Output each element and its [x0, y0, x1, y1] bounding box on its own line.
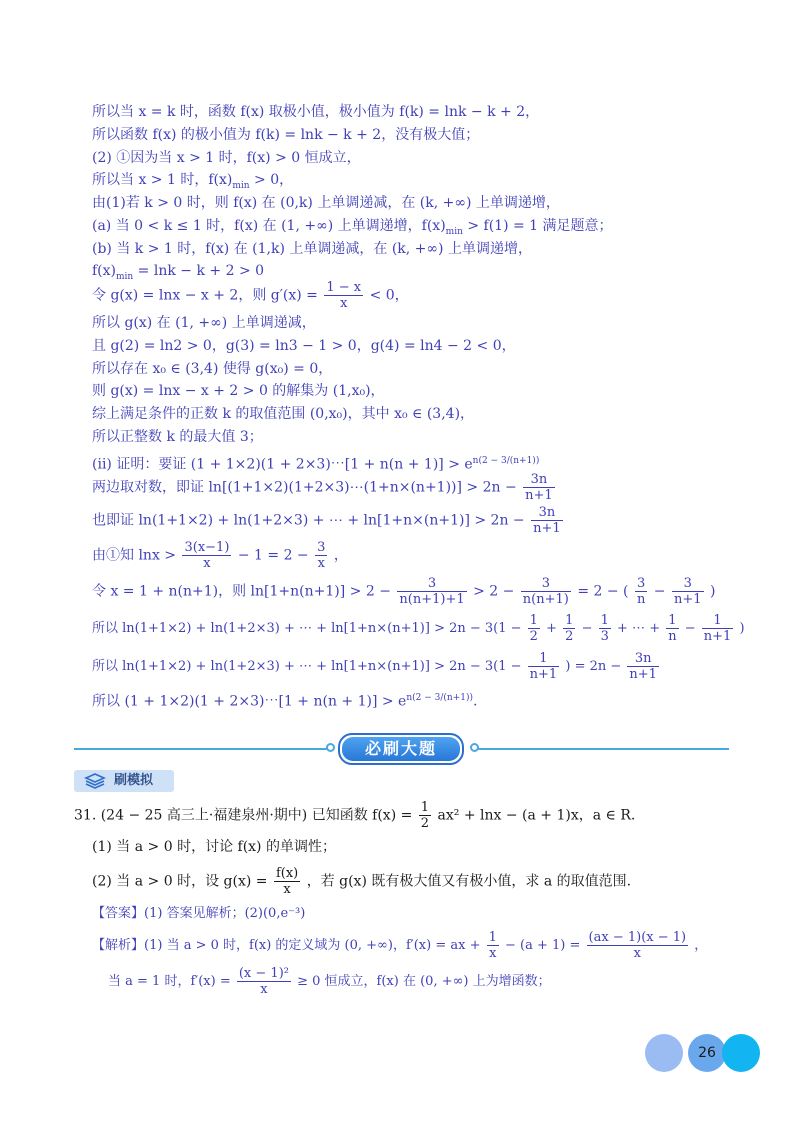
- numerator: 1 − x: [326, 280, 362, 295]
- solution-text: ): [709, 583, 716, 600]
- denominator: n: [636, 592, 646, 607]
- fraction: [528, 651, 560, 682]
- solution-line-18: [92, 505, 565, 536]
- numerator: 3: [397, 576, 466, 592]
- solution-text: 令 x = 1 + n(n+1)，则 ln[1+n(n+1)] > 2 −: [92, 583, 391, 600]
- solution-line-2: 所以函数 f(x) 的极小值为 f(k) = lnk − k + 2，没有极大值；: [92, 127, 480, 143]
- question-part-2: [92, 866, 631, 897]
- denominator: x: [489, 946, 497, 961]
- fraction: [563, 613, 575, 644]
- denominator: n: [668, 629, 677, 644]
- numerator: 3n: [523, 472, 555, 488]
- numerator: 1: [565, 613, 574, 628]
- fraction: [324, 280, 363, 311]
- denominator: n+1: [703, 629, 732, 644]
- denominator: n+1: [673, 592, 702, 607]
- layers-icon: [84, 773, 106, 797]
- fraction: [419, 800, 431, 831]
- page-badge-circle-right: [722, 1034, 760, 1072]
- solution-text: (ii) 证明：要证 (1 + 1×2)(1 + 2×3)⋯[1 + n(n + 1)] > e: [92, 456, 473, 473]
- denominator: x: [203, 556, 211, 571]
- fraction: [531, 505, 563, 536]
- denominator: n(n+1)+1: [399, 592, 465, 607]
- fraction: [487, 930, 499, 961]
- solution-line-12: 所以存在 x₀ ∈ (3,4) 使得 g(x₀) = 0，: [92, 361, 333, 377]
- practice-tag: [74, 770, 174, 792]
- solution-line-20: [92, 576, 715, 607]
- solution-text: 令 g(x) = lnx − x + 2，则 g′(x) =: [92, 287, 318, 304]
- numerator: 1: [529, 613, 538, 628]
- solution-line-13: 则 g(x) = lnx − x + 2 > 0 的解集为 (1,x₀)，: [92, 383, 385, 399]
- solution-line-22: [92, 651, 661, 682]
- solution-text: 也即证 ln(1+1×2) + ln(1+2×3) + ⋯ + ln[1+n×(n+1)] > 2n −: [92, 512, 525, 529]
- fraction: [627, 651, 659, 682]
- numerator: 3n: [627, 651, 659, 667]
- solution-text: 所以当 x > 1 时，f(x): [92, 172, 233, 188]
- solution-text: .: [473, 693, 478, 710]
- fraction: [635, 576, 647, 607]
- analysis-text: ≥ 0 恒成立，f(x) 在 (0, +∞) 上为增函数；: [297, 974, 551, 989]
- solution-text: −: [581, 621, 593, 636]
- question-stem: [74, 800, 635, 831]
- solution-line-11: 且 g(2) = ln2 > 0，g(3) = ln3 − 1 > 0，g(4) = ln4 − 2 < 0，: [92, 338, 516, 354]
- solution-line-16: [92, 452, 539, 474]
- superscript: n(2 − 3/(n+1)): [406, 693, 473, 703]
- solution-text: = 2 − (: [577, 583, 629, 600]
- banner-rule-left: [74, 748, 329, 750]
- answer-line: [92, 905, 305, 923]
- solution-line-17: [92, 472, 557, 503]
- numerator: 3(x−1): [184, 540, 230, 555]
- solution-line-6: [92, 217, 613, 241]
- solution-text: ): [739, 621, 745, 636]
- numerator: (x − 1)²: [238, 966, 289, 981]
- denominator: x: [317, 556, 325, 571]
- analysis-line-1: [92, 930, 707, 961]
- solution-text: f(x): [92, 263, 117, 279]
- section-banner: [338, 733, 464, 765]
- fraction: [315, 540, 327, 571]
- solution-text: > f(1) = 1 满足题意；: [462, 218, 613, 234]
- fraction: [587, 930, 689, 961]
- numerator: (ax − 1)(x − 1): [588, 930, 687, 945]
- fraction: [528, 613, 540, 644]
- solution-line-15: 所以正整数 k 的最大值 3；: [92, 429, 263, 445]
- question-text: (2) 当 a > 0 时，设 g(x) =: [92, 873, 268, 890]
- numerator: 3: [672, 576, 704, 592]
- solution-text: 所以 (1 + 1×2)(1 + 2×3)⋯[1 + n(n + 1)] > e: [92, 693, 407, 710]
- numerator: 1: [488, 930, 497, 945]
- banner-dot-left: [326, 743, 335, 752]
- solution-text: −: [684, 621, 696, 636]
- fraction: [397, 576, 466, 607]
- subscript: min: [232, 180, 250, 191]
- question-text: ，若 g(x) 既有极大值又有极小值，求 a 的取值范围.: [306, 873, 632, 890]
- numerator: 3: [521, 576, 571, 592]
- solution-line-4: [92, 171, 293, 195]
- numerator: 1: [528, 651, 560, 667]
- analysis-text: ，: [694, 938, 708, 953]
- denominator: x: [633, 946, 641, 961]
- numerator: 1: [420, 800, 430, 815]
- solution-text: > 2 −: [473, 583, 515, 600]
- fraction: [523, 472, 555, 503]
- numerator: 1: [666, 613, 678, 629]
- solution-line-23: [92, 689, 477, 711]
- solution-line-19: [92, 540, 348, 571]
- analysis-text: (1) 当 a > 0 时，f(x) 的定义域为 (0, +∞)，f′(x) = ax +: [144, 938, 481, 953]
- denominator: 2: [529, 629, 538, 644]
- numerator: 1: [600, 613, 609, 628]
- answer-label: 【答案】: [92, 906, 145, 921]
- denominator: 2: [565, 629, 574, 644]
- answer-text: (1) 答案见解析；(2)(0,e⁻³): [144, 906, 306, 921]
- practice-tag-label: 刷模拟: [114, 773, 154, 788]
- analysis-label: 【解析】: [92, 938, 145, 953]
- solution-line-7: (b) 当 k > 1 时，f(x) 在 (1,k) 上单调递减，在 (k, +∞) 上单调递增，: [92, 241, 532, 257]
- fraction: [702, 613, 734, 644]
- solution-line-21: [92, 613, 745, 644]
- subscript: min: [116, 271, 134, 282]
- fraction: [599, 613, 611, 644]
- solution-text: ，: [333, 547, 348, 564]
- page-badge-circle-left: [645, 1034, 683, 1072]
- solution-text: − 1 = 2 −: [237, 547, 309, 564]
- denominator: 2: [420, 816, 430, 831]
- denominator: x: [340, 296, 348, 311]
- question-text: 31. (24 − 25 高三上·福建泉州·期中) 已知函数 f(x) =: [74, 807, 413, 824]
- denominator: n+1: [629, 667, 657, 682]
- fraction: [274, 866, 300, 897]
- denominator: 3: [600, 629, 609, 644]
- solution-line-9: [92, 280, 409, 311]
- solution-text: (a) 当 0 < k ≤ 1 时，f(x) 在 (1, +∞) 上单调递增，f(x): [92, 218, 446, 234]
- denominator: n+1: [533, 521, 561, 536]
- solution-text: 所以 ln(1+1×2) + ln(1+2×3) + ⋯ + ln[1+n×(n+1)] > 2n − 3(1 −: [92, 659, 522, 674]
- fraction: [672, 576, 704, 607]
- solution-text: > 0，: [249, 172, 294, 188]
- solution-line-1: 所以当 x = k 时，函数 f(x) 取极小值，极小值为 f(k) = lnk − k + 2，: [92, 104, 540, 120]
- page-number: 26: [698, 1045, 716, 1061]
- solution-line-10: 所以 g(x) 在 (1, +∞) 上单调递减，: [92, 315, 316, 331]
- solution-text: + ⋯ +: [617, 621, 661, 636]
- fraction: [521, 576, 571, 607]
- denominator: n+1: [525, 488, 553, 503]
- numerator: 3: [635, 576, 647, 592]
- fraction: [182, 540, 231, 571]
- solution-text: 由①知 lnx >: [92, 547, 177, 564]
- superscript: n(2 − 3/(n+1)): [472, 456, 540, 466]
- fraction: [237, 966, 291, 997]
- solution-line-5: 由(1)若 k > 0 时，则 f(x) 在 (0,k) 上单调递减，在 (k, +∞) 上单调递增，: [92, 195, 560, 211]
- analysis-text: 当 a = 1 时，f′(x) =: [108, 974, 231, 989]
- solution-text: 两边取对数，即证 ln[(1+1×2)(1+2×3)⋯(1+n×(n+1))] > 2n −: [92, 479, 517, 496]
- numerator: f(x): [275, 866, 299, 881]
- solution-text: = lnk − k + 2 > 0: [133, 263, 265, 279]
- question-part-1: (1) 当 a > 0 时，讨论 f(x) 的单调性；: [92, 839, 336, 855]
- section-banner-title: 必刷大题: [342, 737, 460, 761]
- solution-line-14: 综上满足条件的正数 k 的取值范围 (0,x₀)，其中 x₀ ∈ (3,4)，: [92, 406, 475, 422]
- denominator: x: [260, 982, 268, 997]
- solution-text: < 0，: [369, 287, 409, 304]
- solution-text: 所以 ln(1+1×2) + ln(1+2×3) + ⋯ + ln[1+n×(n+1)] > 2n − 3(1 −: [92, 621, 522, 636]
- solution-text: +: [546, 621, 557, 636]
- numerator: 3n: [531, 505, 563, 521]
- subscript: min: [445, 226, 463, 237]
- solution-text: ) = 2n −: [565, 659, 622, 674]
- question-text: ax² + lnx − (a + 1)x，a ∈ R.: [437, 807, 636, 824]
- numerator: 3: [317, 540, 326, 555]
- fraction: [666, 613, 678, 644]
- denominator: x: [283, 882, 291, 897]
- denominator: n(n+1): [522, 592, 569, 607]
- analysis-text: − (a + 1) =: [505, 938, 581, 953]
- solution-text: −: [653, 583, 666, 600]
- solution-line-3: (2) ①因为当 x > 1 时，f(x) > 0 恒成立，: [92, 150, 361, 166]
- numerator: 1: [702, 613, 734, 629]
- analysis-line-2: [108, 966, 551, 997]
- banner-rule-right: [477, 748, 729, 750]
- denominator: n+1: [529, 667, 558, 682]
